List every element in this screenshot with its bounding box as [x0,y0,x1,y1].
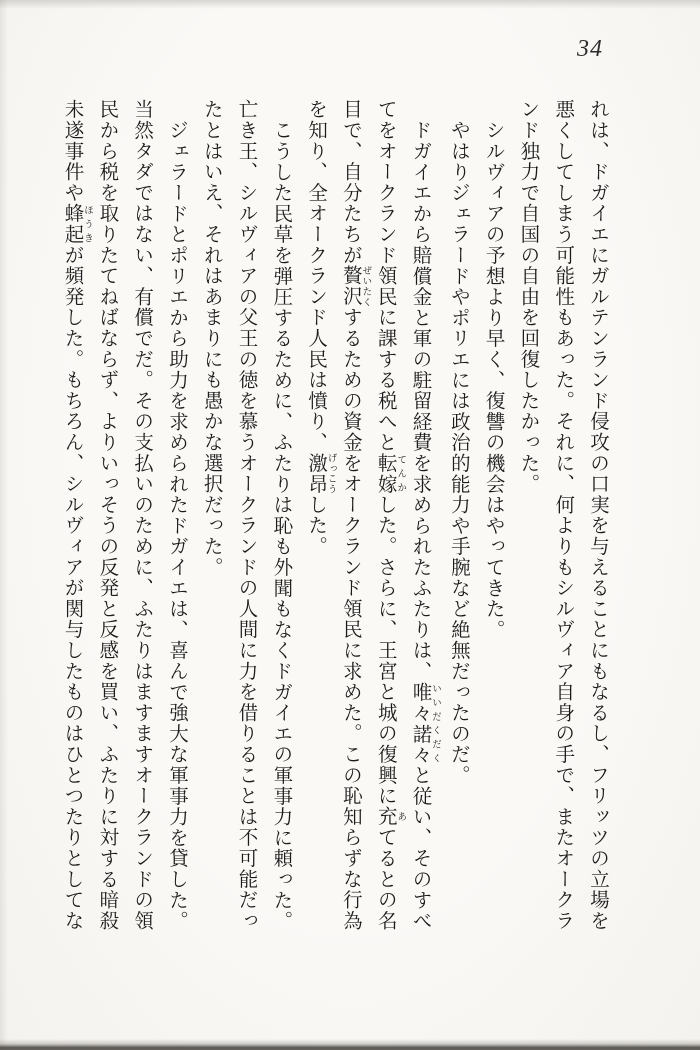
scan-shadow-left [0,0,8,1050]
paragraph: れは、ドガイエにガルテンランド侵攻の口実を与えることにもなるし、フリッツの立場を悪くしてしまう可能性もあった。それに、何よりもシルヴィア自身の手で、またオークランド独力で自国の自由を回復したかった。 [517,99,608,931]
paragraph: シルヴィアの予想より早く、復讐の機会はやってきた。 [482,120,504,640]
scan-shadow-top [0,0,700,9]
paragraph: やはりジェラードやポリエには政治的能力や手腕など絶無だったのだ。 [447,120,469,786]
body-text [56,99,614,939]
furigana-ruby: 贅沢 ぜいたく [339,265,371,308]
furigana-reading: ほうき [82,203,93,245]
furigana-ruby: 充 あ [374,806,406,828]
scan-shadow-bottom [0,1039,700,1050]
furigana-reading: てんか [395,452,406,495]
paragraph: ジェラードとポリエから助力を求められたドガイエは、喜んで強大な軍事力を貸した。当然タダではない、有償でだ。その支払いのために、ふたりはますますオークランドの領民から税を取りたてねばならず、よりいっそうの反発と反感を買い、ふたりに対する暗殺未遂事件や蜂起 ほうきが頻発した。もちろん、シルヴィアが関与したものはひとつたりとしてな [61,99,187,932]
furigana-ruby: 唯々諾々 いいだくだく [409,681,441,765]
furigana-reading: げっこう [325,452,336,495]
furigana-ruby: 蜂起 ほうき [61,203,93,245]
furigana-ruby: 転嫁 てんか [374,452,406,495]
furigana-reading: ぜいたく [360,265,371,307]
furigana-reading: いいだくだく [430,681,441,765]
paragraph: こうした民草を弾圧するために、ふたりは恥も外聞もなくドガイエの軍事力に頼った。亡き王、シルヴィアの父王の徳を慕うオークランドの人間に力を借りることは不可能だったとはいえ、それはあまりにも愚かな選択だった。 [200,99,292,932]
page-number: 34 [577,36,603,62]
furigana-reading: あ [395,806,406,828]
paragraph: ドガイエから賠償金と軍の駐留経費を求められたふたりは、唯々諾々 いいだくだくと従い、そのすべてをオークランド領民に課する税へと転嫁 てんかした。さらに、王宮と城の復興に充 あてるとの名目で、自分たちが贅沢 ぜいたくするための資金をオークランド領民に求めた。この恥知らずな行為を知り、全オークランド人民は憤り、激昂 げっこうした。 [305,99,441,932]
furigana-ruby: 激昂 げっこう [305,452,336,495]
